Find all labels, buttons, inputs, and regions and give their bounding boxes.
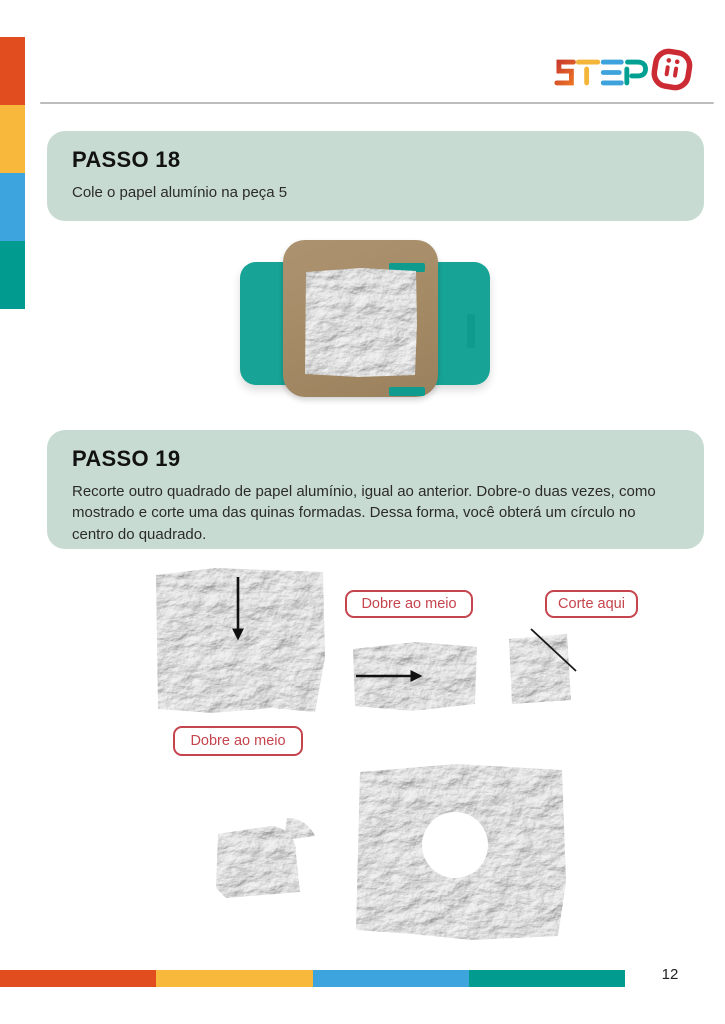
step-19-description: Recorte outro quadrado de papel alumínio, igual ao anterior. Dobre-o duas vezes, como mostrado e corte uma das quinas formadas. Dessa forma, você obterá um círculo no centro do quadrado. xyxy=(72,483,656,543)
step-18-title: PASSO 18 xyxy=(72,147,181,172)
step-18-description: Cole o papel alumínio na peça 5 xyxy=(72,184,288,201)
frame-slot-bottom xyxy=(389,387,425,396)
cut-off-corner-piece xyxy=(284,818,315,840)
label-text: Dobre ao meio xyxy=(361,596,457,612)
foil-folded-once xyxy=(350,638,480,714)
foil-corner-cut xyxy=(212,812,324,900)
footer-color-bar xyxy=(0,970,625,987)
step-ii-badge-icon xyxy=(648,42,696,96)
logo-letter-s xyxy=(557,62,574,83)
piece-5-photo xyxy=(237,232,493,402)
step-box-passo-19 xyxy=(47,430,704,549)
badge-i-stroke xyxy=(673,66,679,77)
strip-block-blue xyxy=(0,173,25,241)
glued-foil-square xyxy=(303,267,419,378)
left-color-strip xyxy=(0,37,25,309)
strip-block-orange xyxy=(0,37,25,105)
footer-segment-yellow xyxy=(156,970,312,987)
label-dobre-ao-meio-2 xyxy=(173,726,303,756)
page-number: 12 xyxy=(661,966,679,983)
badge-i-stroke xyxy=(664,65,670,76)
badge-i-dot xyxy=(675,59,680,64)
footer-segment-blue xyxy=(313,970,469,987)
frame-slot-right xyxy=(467,314,475,348)
footer-segment-teal xyxy=(469,970,625,987)
step-box-passo-18 xyxy=(47,131,704,221)
header-divider xyxy=(40,102,714,104)
foil-folded-twice xyxy=(503,622,597,714)
label-corte-aqui xyxy=(545,590,638,618)
logo-letter-p-bowl xyxy=(628,62,646,76)
footer-segment-orange xyxy=(0,970,156,987)
strip-block-teal xyxy=(0,241,25,309)
label-text: Dobre ao meio xyxy=(190,733,286,749)
step-19-title: PASSO 19 xyxy=(72,446,181,471)
step-logo xyxy=(552,51,649,94)
label-text: Corte aqui xyxy=(558,596,625,612)
badge-ring xyxy=(652,50,691,90)
foil-square-unfolded xyxy=(153,566,329,716)
logo-text xyxy=(0,0,1,1)
foil-with-circle-hole xyxy=(352,762,568,942)
label-dobre-ao-meio-1 xyxy=(345,590,473,618)
strip-block-yellow xyxy=(0,105,25,173)
badge-i-dot xyxy=(666,58,671,63)
